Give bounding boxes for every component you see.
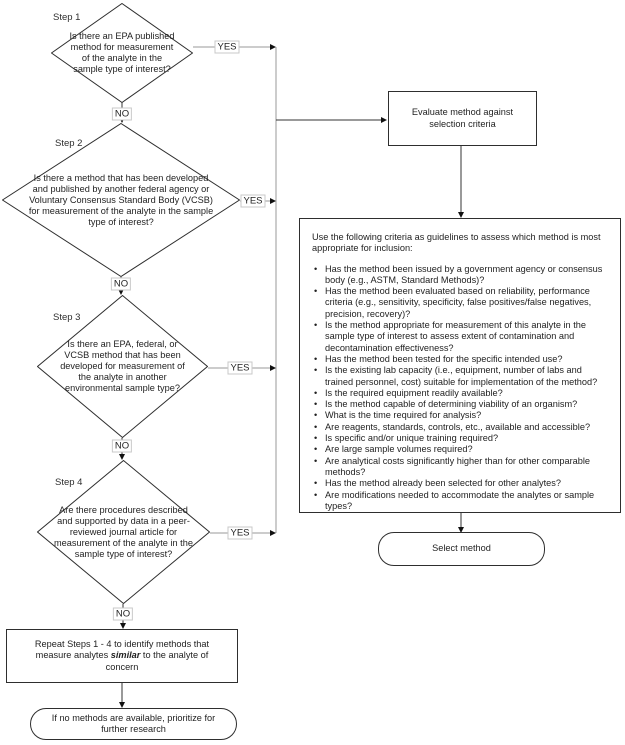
research-priority-text: If no methods are available, prioritize for further research <box>51 712 216 734</box>
yes-label-4: YES <box>227 527 252 540</box>
repeat-text-before: Repeat Steps 1 - 4 to identify methods that measure analytes <box>34 638 210 661</box>
no-label-4: NO <box>113 608 133 621</box>
no-label-2: NO <box>111 278 131 291</box>
yes-label-3: YES <box>227 362 252 375</box>
select-method-box <box>378 532 545 566</box>
step3-label: Step 3 <box>53 312 81 323</box>
repeat-text-emphasis: similar <box>110 650 141 661</box>
no-label-3: NO <box>112 440 132 453</box>
step3-diamond <box>37 295 208 438</box>
criteria-item: • Has the method been issued by a government agency or consensus body (e.g., ASTM, Standard Methods)? <box>312 264 609 287</box>
criteria-box <box>299 218 621 513</box>
criteria-item: • Has the method already been selected for other analytes? <box>312 478 609 489</box>
step4-question: Are there procedures described and supported by data in a peer-reviewed journal article for measurement of the analyte in the sample type of interest? <box>54 504 193 559</box>
step4-label: Step 4 <box>55 477 83 488</box>
yes-label-1: YES <box>214 41 239 54</box>
step3-question: Is there an EPA, federal, or VCSB method that has been developed for measurement of the analyte in another environmental sample type? <box>60 339 185 393</box>
criteria-item: • Is the required equipment readily available? <box>312 388 609 399</box>
criteria-list <box>312 264 609 513</box>
research-priority-box <box>30 708 237 740</box>
evaluate-method-box <box>388 91 537 146</box>
criteria-item: • Is the existing lab capacity (i.e., equipment, number of labs and trained personnel, cost) suitable for implementation of the method? <box>312 365 609 388</box>
select-method-text: Select method <box>432 543 491 554</box>
criteria-item: • Are large sample volumes required? <box>312 444 609 455</box>
step1-question: Is there an EPA published method for measurement of the analyte in the sample type of interest? <box>69 31 175 74</box>
criteria-item: • Are modifications needed to accommodate the analytes or sample types? <box>312 490 609 513</box>
criteria-item: • What is the time required for analysis? <box>312 410 609 421</box>
repeat-steps-text <box>21 639 223 674</box>
step4-diamond <box>37 460 210 604</box>
step1-diamond <box>51 3 193 103</box>
criteria-item: • Is the method appropriate for measurement of this analyte in the sample type of interest to assess extent of contamination and decontamination effectiveness? <box>312 320 609 354</box>
repeat-text-after: to the analyte of concern <box>105 650 209 672</box>
no-label-1: NO <box>112 108 132 121</box>
criteria-intro: Use the following criteria as guidelines to assess which method is most appropriate for inclusion: <box>312 232 601 254</box>
criteria-item: • Is specific and/or unique training required? <box>312 433 609 444</box>
step1-label: Step 1 <box>53 12 81 23</box>
evaluate-method-text: Evaluate method against selection criteria <box>411 107 514 129</box>
criteria-item: • Has the method been tested for the specific intended use? <box>312 354 609 365</box>
step2-label: Step 2 <box>55 138 83 149</box>
criteria-item: • Is the method capable of determining viability of an organism? <box>312 399 609 410</box>
criteria-item: • Are reagents, standards, controls, etc., available and accessible? <box>312 422 609 433</box>
step2-question: Is there a method that has been developed and published by another federal agency or Voluntary Consensus Standard Body (VCSB) for measurement of the analyte in the sample type of interest? <box>28 172 214 227</box>
step2-diamond <box>2 123 240 277</box>
yes-label-2: YES <box>240 195 265 208</box>
repeat-steps-box <box>6 629 238 683</box>
criteria-item: • Are analytical costs significantly higher than for other comparable methods? <box>312 456 609 479</box>
criteria-item: • Has the method been evaluated based on reliability, performance criteria (e.g., sensitivity, specificity, false positives/false negatives, precision, recovery)? <box>312 286 609 320</box>
